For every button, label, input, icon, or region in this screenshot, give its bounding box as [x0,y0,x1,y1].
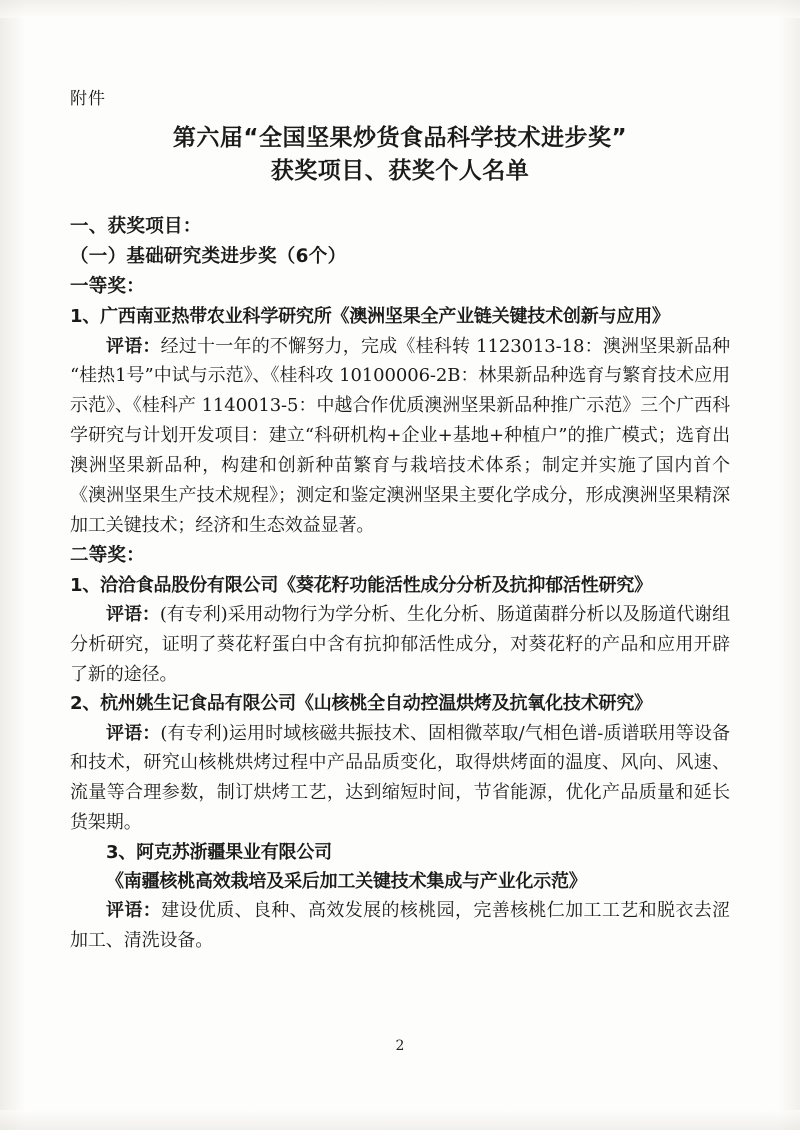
scan-edge-left [0,0,26,1130]
scan-edge-right [778,0,800,1130]
page-title [70,122,730,189]
award-entry-comment [70,719,730,839]
award-grade-label-2: 二等奖： [70,544,145,566]
comment-text: 经过十一年的不懈努力，完成《桂科转 1123013-18：澳洲坚果新品种“桂热1号”中试与示范》、《桂科攻 10100006-2B：林果新品种选育与繁育技术应用示范》、《桂科产 1140013-5：中越合作优质澳洲坚果新品种推广示范》三个广西科学研究与计划开发项目：建立“科研机构+企业+基地+种植户”的推广模式；选育出澳洲坚果新品种，构建和创新种苗繁育与栽培技术体系；制定并实施了国内首个《澳洲坚果生产技术规程》；测定和鉴定澳洲坚果主要化学成分，形成澳洲坚果精深加工关键技术；经济和生态效益显著。 [70,335,730,536]
comment-label: 评语： [106,722,161,744]
comment-text: (有专利)采用动物行为学分析、生化分析、肠道菌群分析以及肠道代谢组分析研究，证明了葵花籽蛋白中含有抗抑郁活性成分，对葵花籽的产品和应用开辟了新的途径。 [70,603,730,685]
subsection-heading: （一）基础研究类进步奖（6个） [70,246,347,268]
comment-label: 评语： [106,900,162,922]
award-entry-comment [70,896,730,956]
award-entry-title: 3、阿克苏浙疆果业有限公司 [106,842,332,864]
document-body [70,88,730,956]
award-entry-title-continued: 《南疆核桃高效栽培及采后加工关键技术集成与产业化示范》 [106,871,587,893]
comment-text: (有专利)运用时域核磁共振技术、固相微萃取/气相色谱-质谱联用等设备和技术，研究山核桃烘烤过程中产品品质变化，取得烘烤面的温度、风向、风速、流量等合理参数，制订烘烤工艺，达到缩短时间，节省能源，优化产品质量和延长货架期。 [70,722,730,834]
comment-text: 建设优质、良种、高效发展的核桃园，完善核桃仁加工工艺和脱衣去涩加工、清洗设备。 [70,900,730,952]
page-number: 2 [395,1038,405,1054]
attachment-label: 附件 [70,89,106,109]
award-entry-comment [70,332,730,541]
scan-edge-top [0,0,800,18]
award-entry-title: 1、广西南亚热带农业科学研究所《澳洲坚果全产业链关键技术创新与应用》 [70,306,670,328]
section-heading: 一、获奖项目： [70,216,202,238]
page-title-line-1: 第六届“全国坚果炒货食品科学技术进步奖” [172,124,628,151]
comment-label: 评语： [106,335,161,357]
scan-edge-bottom [0,1110,800,1130]
award-entry-title: 2、杭州姚生记食品有限公司《山核桃全自动控温烘烤及抗氧化技术研究》 [70,693,652,715]
award-entry-comment [70,600,730,690]
comment-label: 评语： [106,603,160,625]
award-entry-title: 1、洽洽食品股份有限公司《葵花籽功能活性成分分析及抗抑郁活性研究》 [70,574,652,596]
award-grade-label-1: 一等奖： [70,276,145,298]
page-title-line-2: 获奖项目、获奖个人名单 [270,158,530,185]
